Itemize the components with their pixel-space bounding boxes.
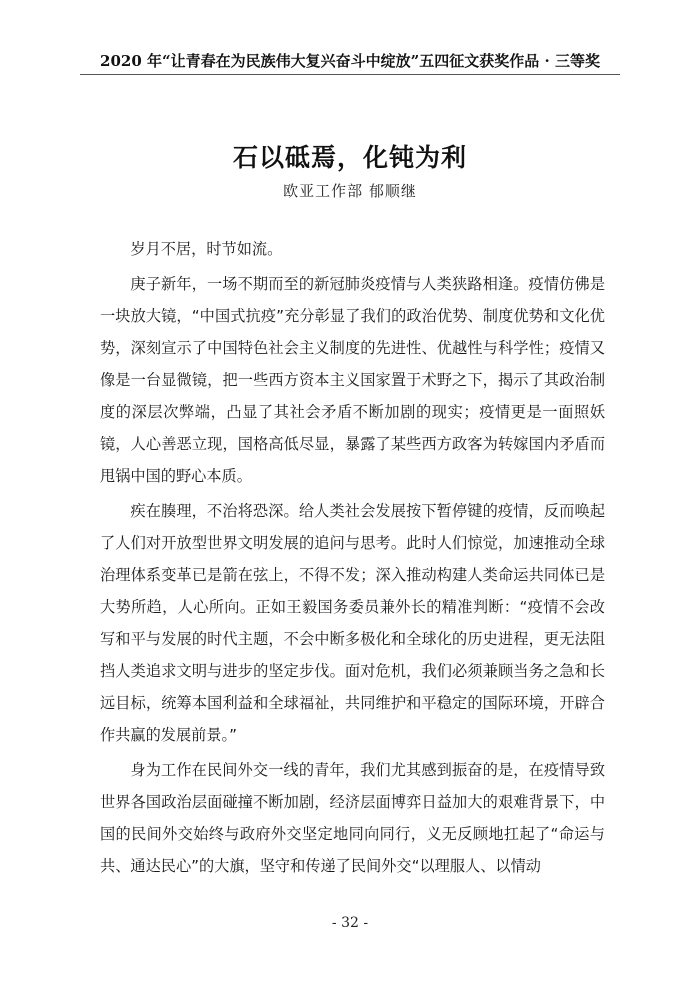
running-header: 2020 年“让青春在为民族伟大复兴奋斗中绽放”五四征文获奖作品 · 三等奖 xyxy=(100,52,600,70)
article-author: 欧亚工作部 郁顺继 xyxy=(283,182,417,200)
page-number: - 32 - xyxy=(331,915,369,931)
paragraph: 身为工作在民间外交一线的青年，我们尤其感到振奋的是，在疫情导致世界各国政治层面碰撞不断加剧，经济层面博弈日益加大的艰难背景下，中国的民间外交始终与政府外交坚定地同向同行，义无反顾地扛起了“命运与共、通达民心”的大旗，坚守和传递了民间外交“以理服人、以情动 xyxy=(100,761,605,875)
paragraph: 庚子新年，一场不期而至的新冠肺炎疫情与人类狭路相逢。疫情仿佛是一块放大镜，“中国式抗疫”充分彰显了我们的政治优势、制度优势和文化优势，深刻宣示了中国特色社会主义制度的先进性、优越性与科学性；疫情又像是一台显微镜，把一些西方资本主义国家置于术野之下，揭示了其政治制度的深层次弊端，凸显了其社会矛盾不断加剧的现实；疫情更是一面照妖镜，人心善恶立现，国格高低尽显，暴露了某些西方政客为转嫁国内矛盾而甩锅中国的野心本质。 xyxy=(100,275,605,485)
paragraph: 岁月不居，时节如流。 xyxy=(130,240,283,258)
header-divider xyxy=(80,74,620,75)
paragraph: 疾在腠理，不治将恐深。给人类社会发展按下暂停键的疫情，反而唤起了人们对开放型世界文明发展的追问与思考。此时人们惊觉，加速推动全球治理体系变革已是箭在弦上，不得不发；深入推动构建人类命运共同体已是大势所趋，人心所向。正如王毅国务委员兼外长的精准判断：“疫情不会改写和平与发展的时代主题，不会中断多极化和全球化的历史进程，更无法阻挡人类追求文明与进步的坚定步伐。面对危机，我们必须兼顾当务之急和长远目标，统筹本国利益和全球福祉，共同维护和平稳定的国际环境，开辟合作共赢的发展前景。” xyxy=(100,502,605,744)
article-body xyxy=(100,233,605,885)
article-title: 石以砥焉，化钝为利 xyxy=(232,143,467,172)
